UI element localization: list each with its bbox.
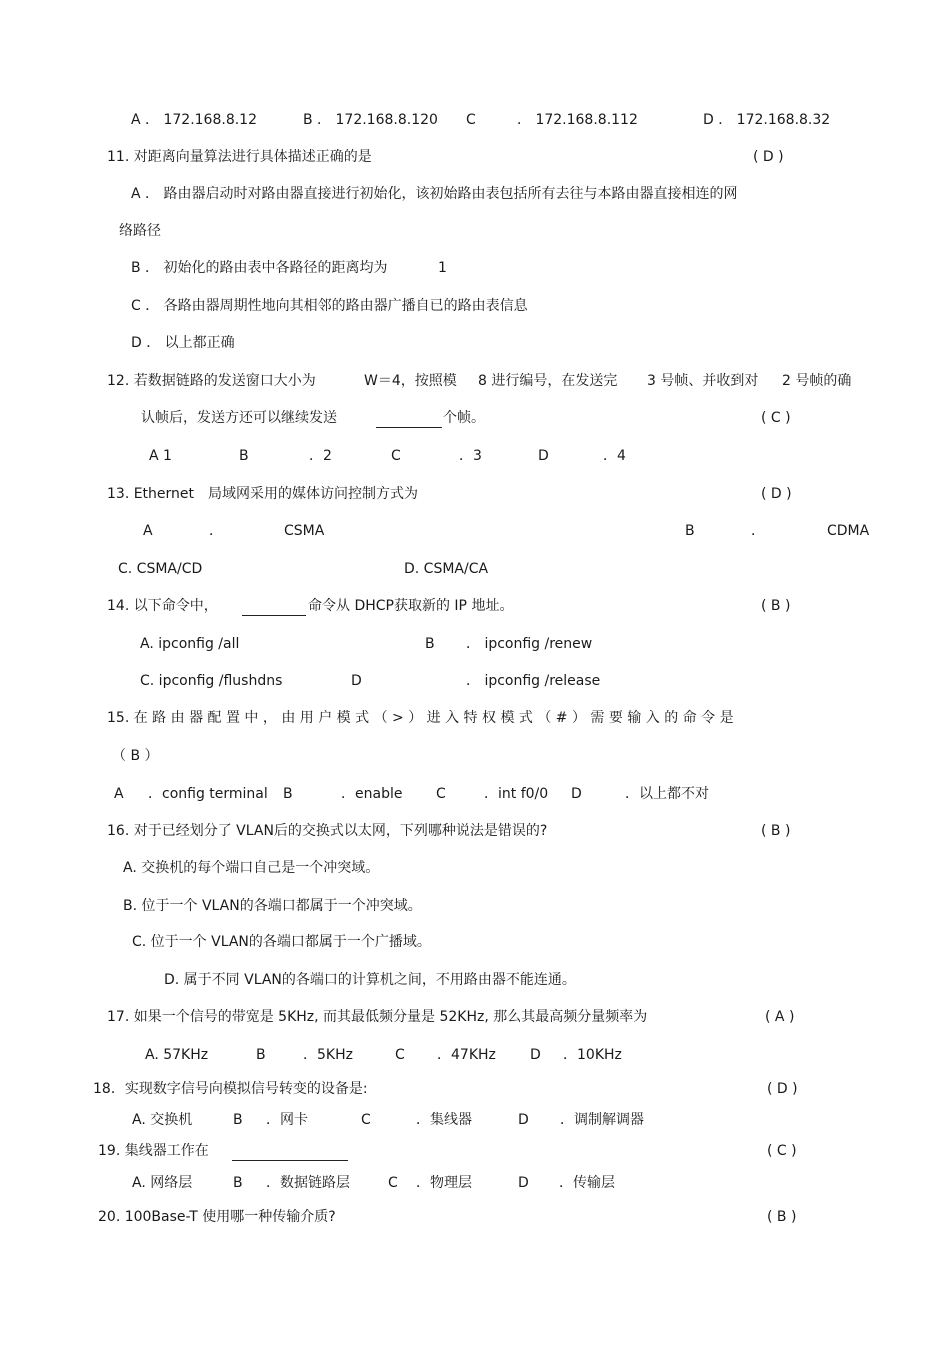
- q18-option-b-letter: B: [233, 1112, 243, 1128]
- q13-stem-part1: 13. Ethernet: [107, 486, 195, 502]
- q19-stem: 19. 集线器工作在: [98, 1143, 209, 1159]
- q12-option-b-value: ．2: [309, 448, 332, 464]
- q14-stem-part2: 命令从 DHCP获取新的 IP 地址。: [308, 598, 514, 614]
- q11-answer: ( D ): [753, 149, 784, 165]
- q18-stem: 18．实现数字信号向模拟信号转变的设备是:: [93, 1081, 368, 1097]
- q13-option-d: D. CSMA/CA: [404, 561, 489, 577]
- q15-option-d-letter: D: [571, 786, 582, 802]
- q15-stem: 15. 在 路 由 器 配 置 中 ， 由 用 户 模 式 （ > ） 进 入 特 权 模 式 （ # ） 需 要 输 入 的 命 令 是: [107, 710, 734, 726]
- q16-option-a: A. 交换机的每个端口自己是一个冲突域。: [123, 860, 380, 876]
- q15-answer: （ B ）: [112, 748, 159, 764]
- q12-answer: ( C ): [761, 410, 791, 426]
- q12-option-d-letter: D: [538, 448, 549, 464]
- q14-option-d-letter: D: [351, 673, 362, 689]
- q17-option-b-value: ．5KHz: [303, 1047, 353, 1063]
- q12-stem-line2: 认帧后，发送方还可以继续发送: [141, 410, 337, 426]
- q16-option-c: C. 位于一个 VLAN的各端口都属于一个广播域。: [132, 934, 431, 950]
- q19-answer-blank: [232, 1160, 348, 1161]
- q12-stem-part1: 12. 若数据链路的发送窗口大小为: [107, 373, 316, 389]
- q12-option-b-letter: B: [239, 448, 249, 464]
- q15-option-b-value: ．enable: [341, 786, 403, 802]
- q17-option-a: A. 57KHz: [145, 1047, 209, 1063]
- q18-option-b-value: ．网卡: [266, 1112, 308, 1128]
- q19-option-b-letter: B: [233, 1175, 243, 1191]
- q16-answer: ( B ): [761, 823, 791, 839]
- q18-option-d-letter: D: [518, 1112, 529, 1128]
- q20-stem: 20. 100Base-T 使用哪一种传输介质?: [98, 1209, 336, 1225]
- q13-option-c: C. CSMA/CD: [118, 561, 203, 577]
- q14-option-c: C. ipconfig /flushdns: [140, 673, 283, 689]
- q17-stem: 17. 如果一个信号的带宽是 5KHz, 而其最低频分量是 52KHz, 那么其最高频分量频率为: [107, 1009, 648, 1025]
- q11-option-b-value: 1: [438, 260, 447, 276]
- q14-option-b-letter: B: [425, 636, 435, 652]
- q14-stem-part1: 14. 以下命令中，: [107, 598, 218, 614]
- q12-stem-part3: 8 进行编号，在发送完: [478, 373, 618, 389]
- q12-stem-part4: 3 号帧、并收到对: [647, 373, 759, 389]
- q10-option-d: D ． 172.168.8.32: [703, 112, 831, 128]
- q12-stem-part2: W＝4，按照模: [364, 373, 457, 389]
- q18-option-a: A. 交换机: [132, 1112, 193, 1128]
- q15-option-b-letter: B: [283, 786, 293, 802]
- q11-option-b: B ． 初始化的路由表中各路径的距离均为: [131, 260, 388, 276]
- q13-option-a-value: CSMA: [284, 523, 325, 539]
- q19-option-c-value: ．物理层: [416, 1175, 472, 1191]
- q14-option-d-value: ． ipconfig /release: [466, 673, 601, 689]
- q13-stem-part2: 局域网采用的媒体访问控制方式为: [208, 486, 418, 502]
- q17-option-c-value: ．47KHz: [437, 1047, 496, 1063]
- q13-answer: ( D ): [761, 486, 792, 502]
- q17-option-d-letter: D: [530, 1047, 541, 1063]
- q12-option-a: A 1: [149, 448, 172, 464]
- q13-option-a-dot: ．: [209, 523, 223, 539]
- q19-option-c-letter: C: [388, 1175, 398, 1191]
- q16-option-d: D. 属于不同 VLAN的各端口的计算机之间，不用路由器不能连通。: [164, 972, 576, 988]
- q19-option-d-letter: D: [518, 1175, 529, 1191]
- q12-option-c-letter: C: [391, 448, 401, 464]
- q13-option-b-value: CDMA: [827, 523, 870, 539]
- q12-stem-part5: 2 号帧的确: [782, 373, 852, 389]
- q18-answer: ( D ): [767, 1081, 798, 1097]
- q16-option-b: B. 位于一个 VLAN的各端口都属于一个冲突域。: [123, 898, 422, 914]
- q11-option-c: C ． 各路由器周期性地向其相邻的路由器广播自已的路由表信息: [131, 298, 528, 314]
- q10-option-a: A ． 172.168.8.12: [131, 112, 257, 128]
- q10-option-c-value: ． 172.168.8.112: [517, 112, 638, 128]
- q11-option-a-line2: 络路径: [119, 223, 161, 239]
- q10-option-b: B ． 172.168.8.120: [303, 112, 438, 128]
- q14-answer: ( B ): [761, 598, 791, 614]
- q13-option-b-letter: B: [685, 523, 695, 539]
- q14-answer-blank: [242, 615, 306, 616]
- q19-answer: ( C ): [767, 1143, 797, 1159]
- q18-option-c-value: ．集线器: [416, 1112, 472, 1128]
- q19-option-b-value: ．数据链路层: [266, 1175, 350, 1191]
- q13-option-a-letter: A: [143, 523, 153, 539]
- q15-option-d-value: ．以上都不对: [625, 786, 709, 802]
- q18-option-c-letter: C: [361, 1112, 371, 1128]
- q15-option-c-letter: C: [436, 786, 446, 802]
- q15-option-c-value: ．int f0/0: [484, 786, 549, 802]
- q11-option-d: D ． 以上都正确: [131, 335, 235, 351]
- q12-option-d-value: ．4: [603, 448, 626, 464]
- q18-option-d-value: ．调制解调器: [560, 1112, 644, 1128]
- q12-option-c-value: ．3: [459, 448, 482, 464]
- q11-option-a-line1: A ． 路由器启动时对路由器直接进行初始化，该初始路由表包括所有去往与本路由器直接相连的网: [131, 186, 738, 202]
- q14-option-b-value: ． ipconfig /renew: [466, 636, 593, 652]
- q14-option-a: A. ipconfig /all: [140, 636, 240, 652]
- q10-option-c-letter: C: [466, 112, 476, 128]
- q17-option-d-value: ．10KHz: [563, 1047, 622, 1063]
- q17-option-c-letter: C: [395, 1047, 405, 1063]
- q13-option-b-dot: ．: [751, 523, 765, 539]
- q15-option-a-letter: A: [114, 786, 124, 802]
- q12-answer-blank: [376, 427, 442, 428]
- q16-stem: 16. 对于已经划分了 VLAN后的交换式以太网，下列哪种说法是错误的?: [107, 823, 548, 839]
- q15-option-a-value: ．config terminal: [148, 786, 268, 802]
- q20-answer: ( B ): [767, 1209, 797, 1225]
- q19-option-d-value: ．传输层: [559, 1175, 615, 1191]
- q17-option-b-letter: B: [256, 1047, 266, 1063]
- q11-stem: 11. 对距离向量算法进行具体描述正确的是: [107, 149, 372, 165]
- q17-answer: ( A ): [765, 1009, 795, 1025]
- q12-stem-line2-end: 个帧。: [443, 410, 485, 426]
- q19-option-a: A. 网络层: [132, 1175, 193, 1191]
